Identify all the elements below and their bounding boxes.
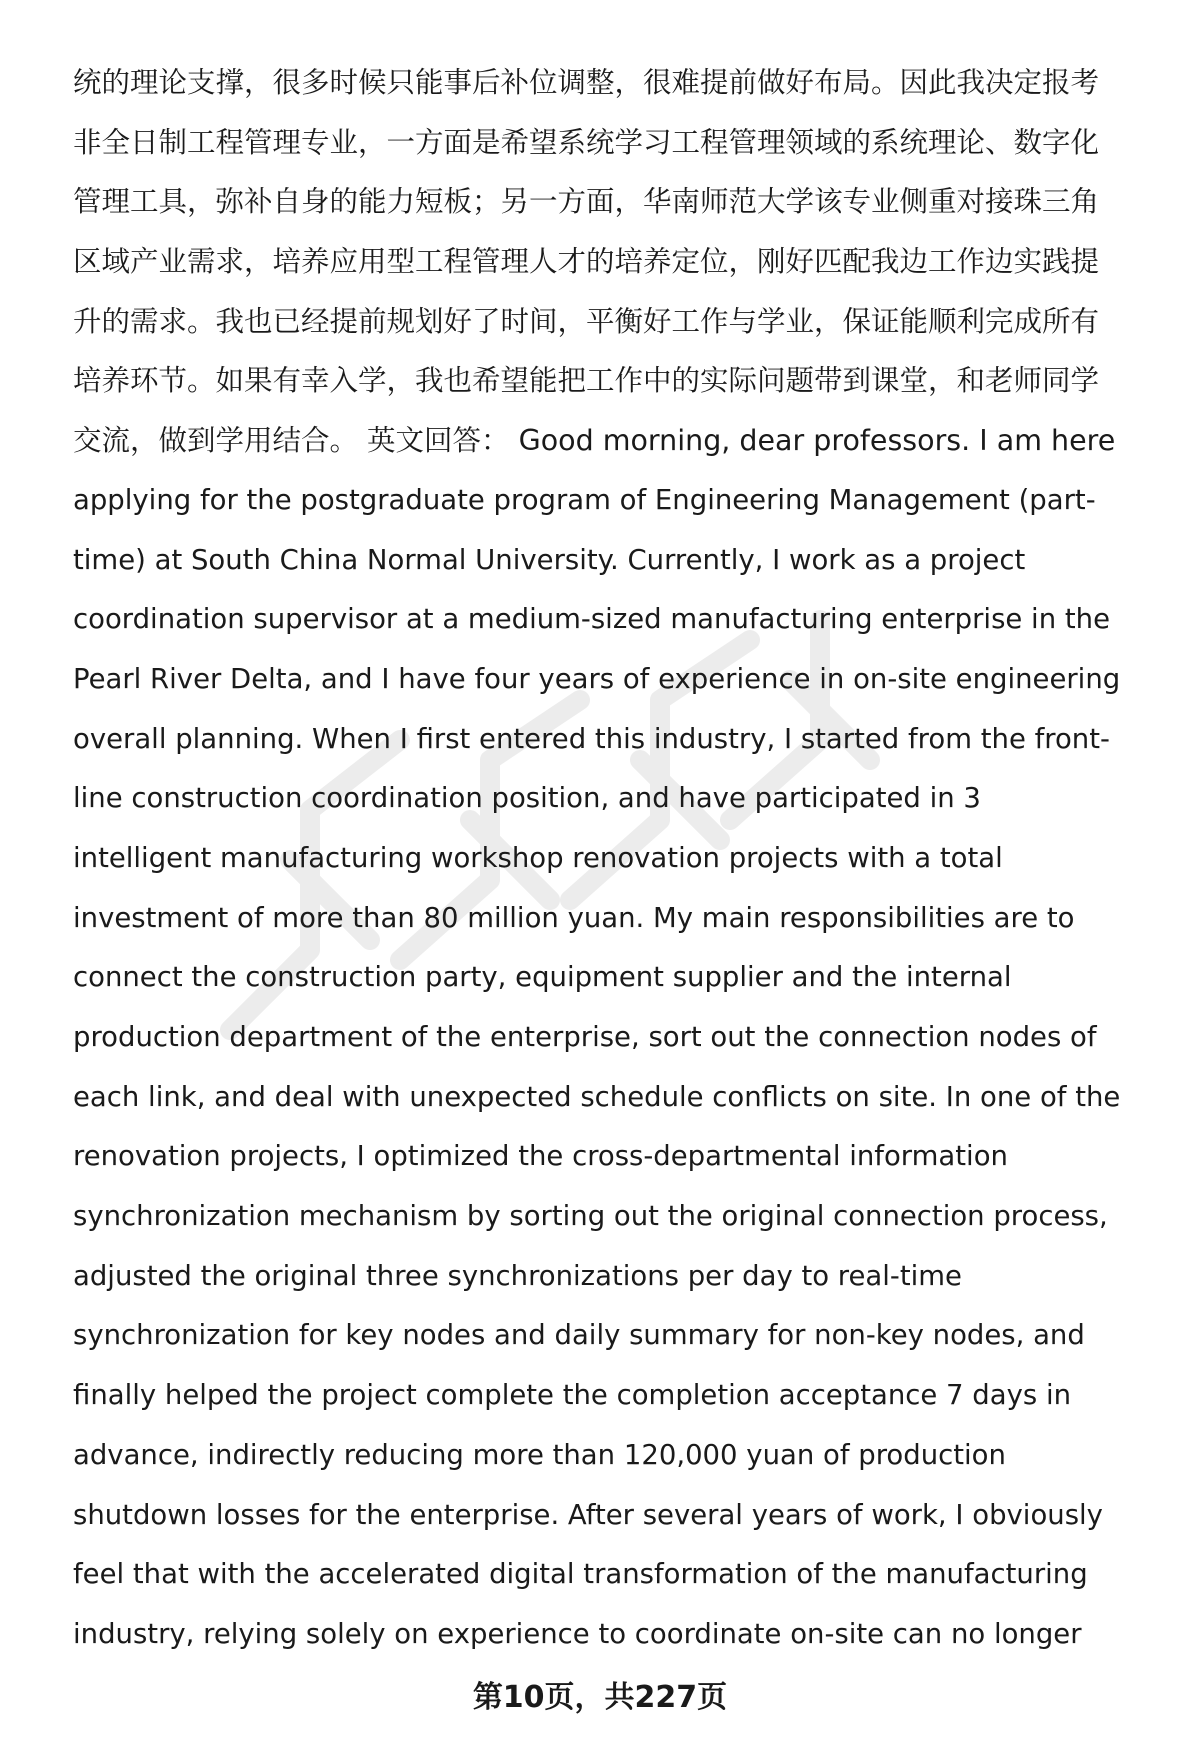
text-line: applying for the postgraduate program of Engineering Management (part-: [73, 483, 1096, 516]
text-line: production department of the enterprise, sort out the connection nodes of: [73, 1021, 1097, 1053]
text-line: time) at South China Normal University. Currently, I work as a project: [73, 543, 1026, 576]
text-line: 统的理论支撑，很多时候只能事后补位调整，很难提前做好布局。因此我决定报考: [73, 66, 1100, 99]
text-line: finally helped the project complete the completion acceptance 7 days in: [73, 1379, 1072, 1412]
text-line: investment of more than 80 million yuan. My main responsibilities are to: [73, 901, 1075, 934]
text-line: feel that with the accelerated digital transformation of the manufacturing: [73, 1558, 1088, 1591]
text-line: renovation projects, I optimized the cross-departmental information: [73, 1140, 1008, 1173]
text-line: overall planning. When I first entered this industry, I started from the front-: [73, 722, 1110, 755]
text-line: industry, relying solely on experience to coordinate on-site can no longer: [73, 1617, 1082, 1650]
text-line: synchronization for key nodes and daily summary for non-key nodes, and: [73, 1319, 1085, 1352]
text-line: connect the construction party, equipment supplier and the internal: [73, 961, 1012, 994]
text-line: adjusted the original three synchronizations per day to real-time: [73, 1259, 962, 1292]
text-line: each link, and deal with unexpected schedule conflicts on site. In one of the: [73, 1080, 1121, 1113]
text-line: coordination supervisor at a medium-sized manufacturing enterprise in the: [73, 603, 1110, 636]
body-text: [73, 53, 1153, 1665]
text-line: 升的需求。我也已经提前规划好了时间，平衡好工作与学业，保证能顺利完成所有: [73, 304, 1100, 338]
text-line: shutdown losses for the enterprise. After several years of work, I obviously: [73, 1498, 1103, 1531]
text-line: advance, indirectly reducing more than 120,000 yuan of production: [73, 1438, 1006, 1471]
text-line: 培养环节。如果有幸入学，我也希望能把工作中的实际问题带到课堂，和老师同学: [73, 364, 1100, 398]
page-number-footer: 第10页，共227页: [472, 1680, 728, 1715]
text-line: 区域产业需求，培养应用型工程管理人才的培养定位，刚好匹配我边工作边实践提: [73, 245, 1100, 279]
text-line: 非全日制工程管理专业，一方面是希望系统学习工程管理领域的系统理论、数字化: [73, 125, 1100, 159]
text-line: 交流，做到学用结合。 英文回答： Good morning, dear professors. I am here: [73, 424, 1116, 458]
text-line: Pearl River Delta, and I have four years of experience in on-site engineering: [73, 662, 1121, 695]
text-line: intelligent manufacturing workshop renovation projects with a total: [73, 841, 1003, 874]
text-line: 管理工具，弥补自身的能力短板；另一方面，华南师范大学该专业侧重对接珠三角: [73, 185, 1100, 219]
text-line: line construction coordination position, and have participated in 3: [73, 782, 981, 815]
text-line: synchronization mechanism by sorting out the original connection process,: [73, 1200, 1108, 1233]
